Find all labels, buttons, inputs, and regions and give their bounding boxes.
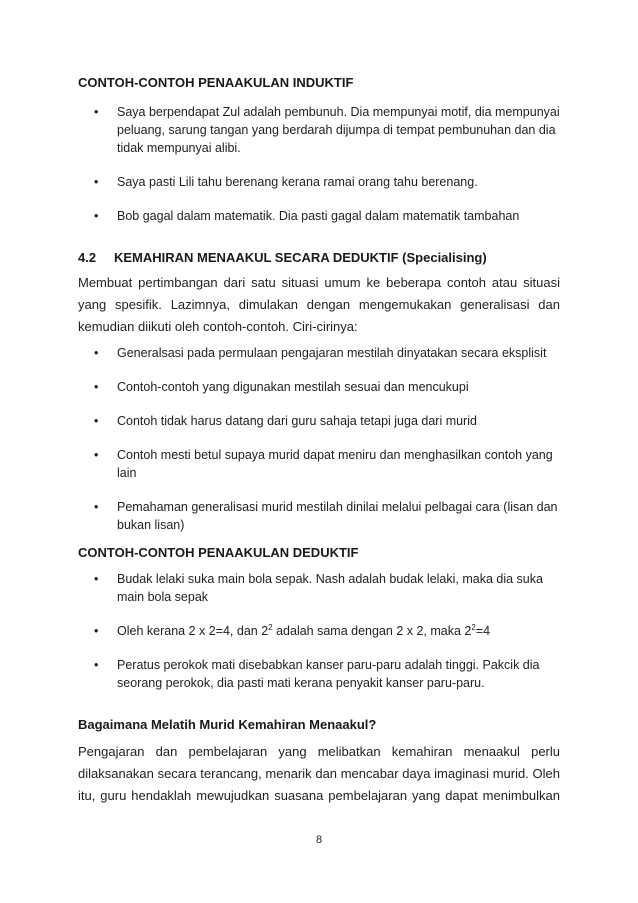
section-number: 4.2 — [78, 250, 97, 265]
section-4-2-heading — [78, 250, 487, 265]
list-item: • Contoh-contoh yang digunakan mestilah sesuai dan mencukupi — [94, 380, 469, 394]
list-item: • Contoh mesti betul supaya murid dapat meniru dan menghasilkan contoh yang lain — [94, 448, 553, 480]
bullet-icon: • — [94, 448, 99, 462]
inductive-examples-heading: CONTOH-CONTOH PENAAKULAN INDUKTIF — [78, 75, 354, 90]
list-item: • Budak lelaki suka main bola sepak. Nash adalah budak lelaki, maka dia suka main bola sepak — [94, 572, 543, 604]
bullet-icon: • — [94, 175, 99, 189]
bullet-icon: • — [94, 572, 99, 586]
bullet-icon: • — [94, 346, 99, 360]
bullet-icon: • — [94, 624, 99, 638]
deductive-examples-heading: CONTOH-CONTOH PENAAKULAN DEDUKTIF — [78, 545, 359, 560]
bullet-icon: • — [94, 209, 99, 223]
bullet-icon: • — [94, 500, 99, 514]
inductive-examples-list — [91, 103, 561, 241]
how-to-train-paragraph: Pengajaran dan pembelajaran yang melibatkan kemahiran menaakul perlu dilaksanakan secara terancang, menarik dan mencabar daya imaginasi murid. Oleh itu, guru hendaklah mewujudkan suasana pembelajaran yang dapat menimbulkan — [78, 744, 560, 803]
page-number: 8 — [315, 834, 323, 846]
deductive-examples-list — [91, 570, 561, 708]
how-to-train-heading: Bagaimana Melatih Murid Kemahiran Menaakul? — [78, 717, 377, 732]
list-item: • Peratus perokok mati disebabkan kanser paru-paru adalah tinggi. Pakcik dia seorang perokok, dia pasti mati kerana penyakit kanser paru-paru. — [94, 658, 540, 690]
list-item: • Saya pasti Lili tahu berenang kerana ramai orang tahu berenang. — [94, 175, 478, 189]
section-title: KEMAHIRAN MENAAKUL SECARA DEDUKTIF (Specialising) — [114, 250, 487, 265]
list-item: • Saya berpendapat Zul adalah pembunuh. Dia mempunyai motif, dia mempunyai peluang, sarung tangan yang berdarah dijumpa di tempat pembunuhan dan dia tidak mempunyai alibi. — [94, 105, 560, 155]
list-item: • Generalsasi pada permulaan pengajaran mestilah dinyatakan secara eksplisit — [94, 346, 547, 360]
bullet-icon: • — [94, 658, 99, 672]
bullet-icon: • — [94, 414, 99, 428]
section-4-2-paragraph: Membuat pertimbangan dari satu situasi umum ke beberapa contoh atau situasi yang spesifik. Lazimnya, dimulakan dengan mengemukakan generalisasi dan kemudian diikuti oleh contoh-contoh. Ciri-cirinya: — [78, 275, 560, 334]
list-item: • Oleh kerana 2 x 2=4, dan $2^2$ adalah sama dengan 2 x 2, maka $2^2=4$ — [94, 623, 491, 638]
list-item: • Bob gagal dalam matematik. Dia pasti gagal dalam matematik tambahan — [94, 209, 520, 223]
bullet-icon: • — [94, 380, 99, 394]
list-item: • Contoh tidak harus datang dari guru sahaja tetapi juga dari murid — [94, 414, 477, 428]
list-item: • Pemahaman generalisasi murid mestilah dinilai melalui pelbagai cara (lisan dan bukan lisan) — [94, 500, 558, 532]
bullet-icon: • — [94, 105, 99, 119]
deductive-characteristics-list — [91, 344, 561, 550]
